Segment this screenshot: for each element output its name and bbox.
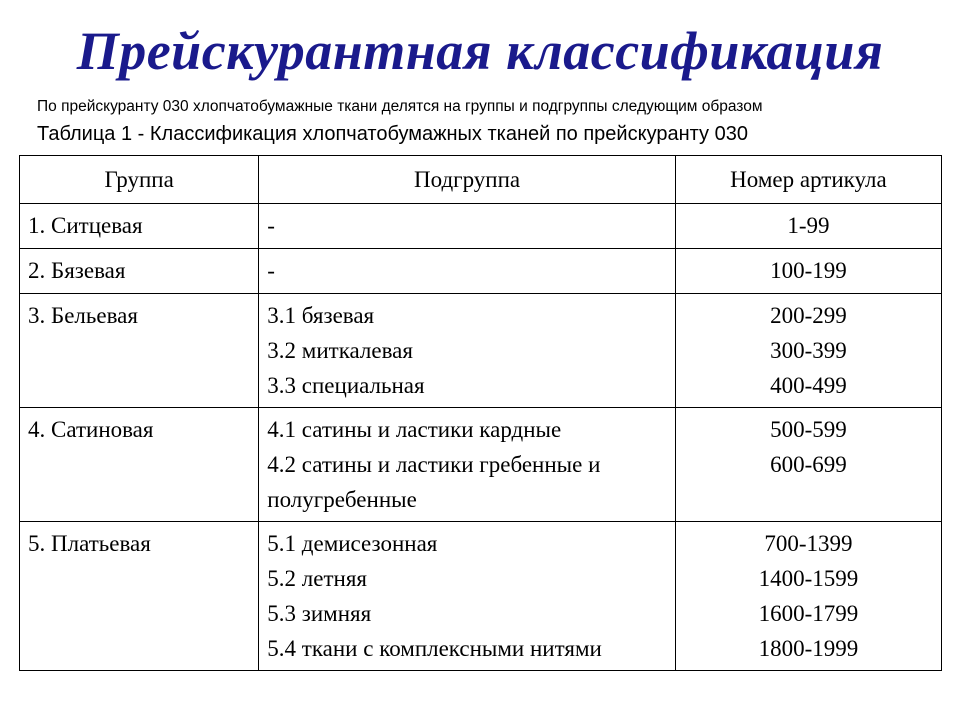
subgroup-line: 5.1 демисезонная (267, 531, 438, 556)
subgroup-cell (259, 249, 676, 294)
subgroup-cell (259, 294, 676, 408)
subgroup-cell (259, 408, 676, 522)
subgroup-line: 3.2 миткалевая (267, 338, 413, 363)
table-header-row (20, 156, 942, 204)
table-row (20, 204, 942, 249)
subgroup-line: 4.2 сатины и ластики гребенные и полугребенные (267, 452, 601, 512)
article-line: 400-499 (770, 373, 847, 398)
group-cell: 4. Сатиновая (20, 408, 259, 522)
subgroup-cell (259, 522, 676, 671)
subgroup-line: - (267, 258, 275, 283)
table-row (20, 294, 942, 408)
subgroup-line: - (267, 213, 275, 238)
table-row (20, 522, 942, 671)
article-line: 1-99 (787, 213, 830, 238)
article-line: 600-699 (770, 452, 847, 477)
subgroup-line: 5.3 зимняя (267, 601, 372, 626)
table-caption: Таблица 1 - Классификация хлопчатобумажных тканей по прейскуранту 030 (37, 123, 748, 145)
table-row (20, 408, 942, 522)
article-line: 500-599 (770, 417, 847, 442)
article-cell (675, 408, 941, 522)
subgroup-line: 4.1 сатины и ластики кардные (267, 417, 562, 442)
article-cell (675, 204, 941, 249)
page-title: Прейскурантная классификация (76, 21, 884, 81)
article-line: 1400-1599 (758, 566, 859, 591)
article-line: 1800-1999 (758, 636, 859, 661)
intro-text: По прейскуранту 030 хлопчатобумажные ткани делятся на группы и подгруппы следующим образом (37, 98, 763, 115)
group-cell: 1. Ситцевая (20, 204, 259, 249)
article-line: 1600-1799 (758, 601, 859, 626)
article-line: 300-399 (770, 338, 847, 363)
subgroup-cell (259, 204, 676, 249)
group-cell: 3. Бельевая (20, 294, 259, 408)
subgroup-line: 3.1 бязевая (267, 303, 375, 328)
group-cell: 2. Бязевая (20, 249, 259, 294)
article-line: 200-299 (770, 303, 847, 328)
subgroup-line: 3.3 специальная (267, 373, 425, 398)
article-cell (675, 522, 941, 671)
group-cell: 5. Платьевая (20, 522, 259, 671)
article-cell (675, 294, 941, 408)
classification-table (19, 155, 942, 671)
subgroup-line: 5.2 летняя (267, 566, 367, 591)
header-subgroup: Подгруппа (259, 156, 676, 204)
header-article: Номер артикула (675, 156, 941, 204)
article-line: 100-199 (770, 258, 847, 283)
subgroup-line: 5.4 ткани с комплексными нитями (267, 636, 602, 661)
header-group: Группа (20, 156, 259, 204)
article-cell (675, 249, 941, 294)
table-row (20, 249, 942, 294)
article-line: 700-1399 (764, 531, 853, 556)
